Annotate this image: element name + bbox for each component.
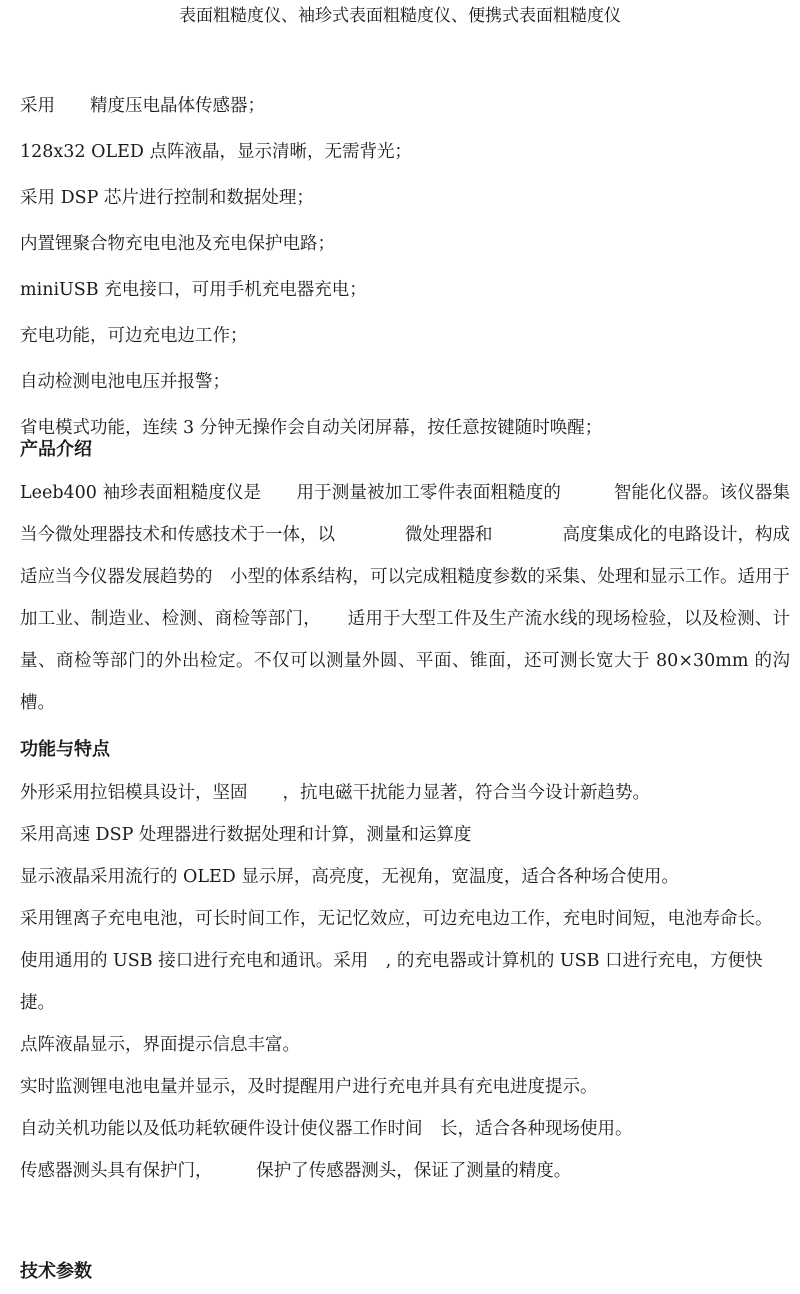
document-title: 表面粗糙度仪、袖珍式表面粗糙度仪、便携式表面粗糙度仪 xyxy=(179,6,621,26)
list-item: 采用锂离子充电电池，可长时间工作，无记忆效应，可边充电边工作，充电时间短，电池寿命长。 xyxy=(20,909,773,929)
list-item: 点阵液晶显示，界面提示信息丰富。 xyxy=(20,1035,300,1055)
list-item: 充电功能，可边充电边工作； xyxy=(20,326,248,346)
list-item: 省电模式功能，连续 3 分钟无操作会自动关闭屏幕，按任意按键随时唤醒； xyxy=(20,418,603,438)
list-item: 实时监测锂电池电量并显示，及时提醒用户进行充电并具有充电进度提示。 xyxy=(20,1077,598,1097)
section-heading: 技术参数 xyxy=(20,1261,92,1282)
list-item: 自动关机功能以及低功耗软硬件设计使仪器工作时间 长，适合各种现场使用。 xyxy=(20,1119,633,1139)
list-item: 使用通用的 USB 接口进行充电和通讯。采用 , 的充电器或计算机的 USB 口进行充电，方便快捷。 xyxy=(20,951,763,1013)
list-item: 采用高速 DSP 处理器进行数据处理和计算，测量和运算度 xyxy=(20,825,472,845)
list-item: 传感器测头具有保护门， 保护了传感器测头，保证了测量的精度。 xyxy=(20,1161,572,1181)
list-item: 128x32 OLED 点阵液晶，显示清晰，无需背光； xyxy=(20,142,412,162)
product-intro-section xyxy=(20,428,790,724)
list-item: 内置锂聚合物充电电池及充电保护电路； xyxy=(20,234,335,254)
tech-section xyxy=(20,1250,790,1294)
list-item: 外形采用拉铝模具设计，坚固 ，抗电磁干扰能力显著，符合当今设计新趋势。 xyxy=(20,783,650,803)
section-heading: 产品介绍 xyxy=(20,439,92,460)
intro-list xyxy=(20,83,790,451)
features-section xyxy=(20,728,790,1192)
list-item: 采用 精度压电晶体传感器； xyxy=(20,96,265,116)
list-item: 显示液晶采用流行的 OLED 显示屏，高亮度，无视角，宽温度，适合各种场合使用。 xyxy=(20,867,679,887)
list-item: 采用 DSP 芯片进行控制和数据处理； xyxy=(20,188,314,208)
list-item: miniUSB 充电接口，可用手机充电器充电； xyxy=(20,280,367,300)
section-heading: 功能与特点 xyxy=(20,739,110,760)
list-item: 自动检测电池电压并报警； xyxy=(20,372,230,392)
paragraph: Leeb400 袖珍表面粗糙度仪是 用于测量被加工零件表面粗糙度的 智能化仪器。该仪器集当今微处理器技术和传感技术于一体，以 微处理器和 高度集成化的电路设计，构成适应当今仪器发展趋势的 小型的体系结构，可以完成粗糙度参数的采集、处理和显示工作。适用于加工业、制造业、检测、商检等部门， 适用于大型工件及生产流水线的现场检验，以及检测、计量、商检等部门的外出检定。不仅可以测量外圆、平面、锥面，还可测长宽大于 80×30mm 的沟槽。 xyxy=(20,483,790,713)
